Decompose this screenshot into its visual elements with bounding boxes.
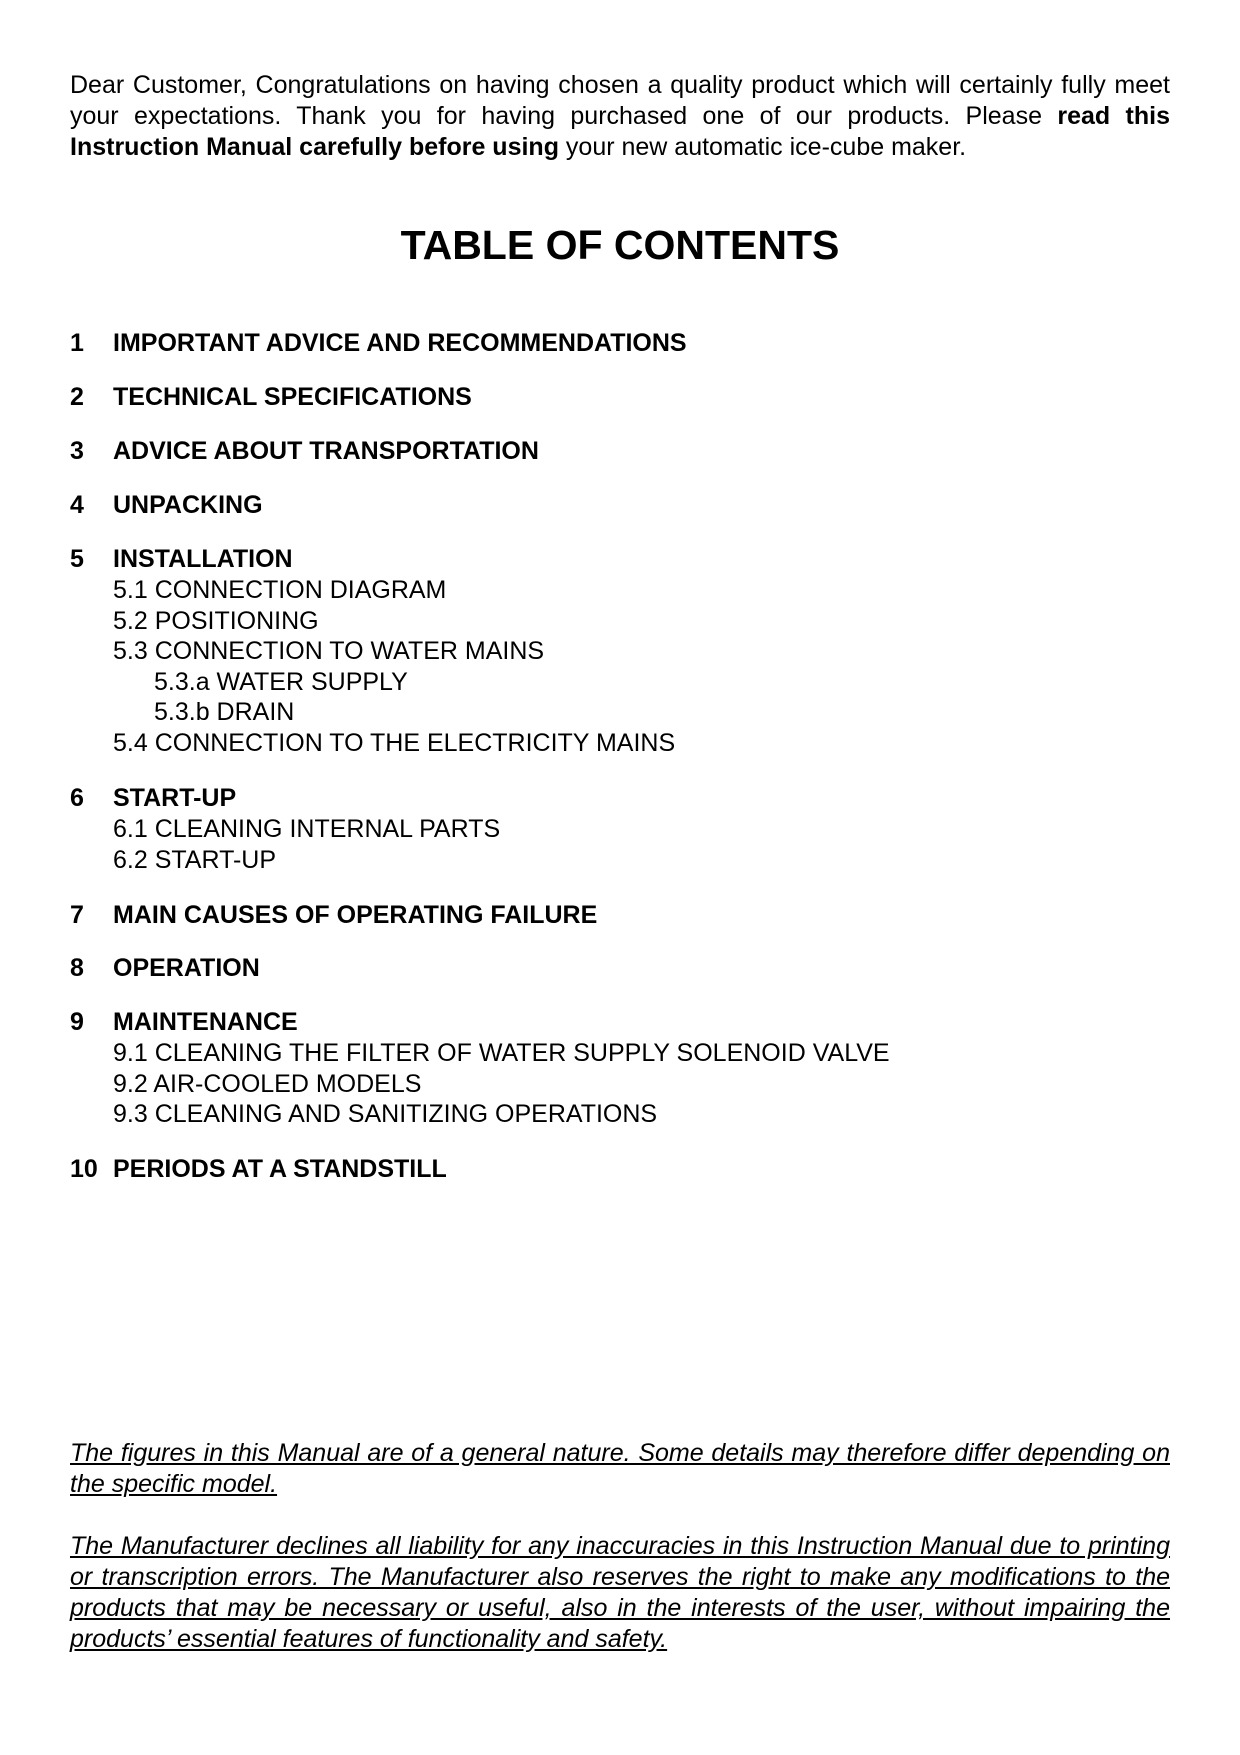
section-number: 6 xyxy=(70,784,84,812)
intro-paragraph xyxy=(70,70,1170,163)
section-number: 8 xyxy=(70,954,84,982)
section-number: 10 xyxy=(70,1155,98,1183)
toc-section-5 xyxy=(70,544,675,758)
toc-subsection: 9.2 AIR-COOLED MODELS xyxy=(113,1069,422,1098)
toc-section-6 xyxy=(70,783,500,875)
section-title: START-UP xyxy=(113,784,237,812)
toc-subsection: 5.4 CONNECTION TO THE ELECTRICITY MAINS xyxy=(113,728,676,757)
section-title: TECHNICAL SPECIFICATIONS xyxy=(113,383,472,411)
toc-subsubsection: 5.3.a WATER SUPPLY xyxy=(154,667,408,696)
section-number: 7 xyxy=(70,901,84,929)
section-title: OPERATION xyxy=(113,954,260,982)
section-title: UNPACKING xyxy=(113,491,263,519)
toc-subsection: 5.1 CONNECTION DIAGRAM xyxy=(113,576,447,604)
intro-bold-text: read this Instruction Manual carefully before using xyxy=(70,102,1170,161)
toc-title: TABLE OF CONTENTS xyxy=(400,222,840,268)
toc-subsection: 5.2 POSITIONING xyxy=(113,606,319,635)
disclaimer-notes xyxy=(70,1438,1170,1686)
section-number: 1 xyxy=(70,329,84,357)
section-title: IMPORTANT ADVICE AND RECOMMENDATIONS xyxy=(113,329,687,357)
intro-text: Dear Customer, Congratulations on having chosen a quality product which will certainly fully meet your expectations. Thank you for having purchased one of our products. Please xyxy=(70,71,1170,130)
section-title: INSTALLATION xyxy=(113,545,293,573)
section-number: 5 xyxy=(70,545,84,573)
toc-subsection: 6.2 START-UP xyxy=(113,845,277,874)
section-number: 9 xyxy=(70,1008,84,1036)
manual-page xyxy=(70,70,1170,1653)
section-title: ADVICE ABOUT TRANSPORTATION xyxy=(113,437,539,465)
section-number: 3 xyxy=(70,437,84,465)
toc-section-9 xyxy=(70,1007,890,1130)
section-title: PERIODS AT A STANDSTILL xyxy=(113,1155,447,1183)
section-number: 4 xyxy=(70,491,84,519)
toc-subsection: 9.1 CLEANING THE FILTER OF WATER SUPPLY SOLENOID VALVE xyxy=(113,1039,890,1067)
toc-subsection: 9.3 CLEANING AND SANITIZING OPERATIONS xyxy=(113,1100,658,1128)
section-number: 2 xyxy=(70,383,84,411)
section-title: MAINTENANCE xyxy=(113,1008,298,1036)
toc-subsection: 5.3 CONNECTION TO WATER MAINS xyxy=(113,637,545,665)
section-title: MAIN CAUSES OF OPERATING FAILURE xyxy=(113,901,598,929)
toc-subsection: 6.1 CLEANING INTERNAL PARTS xyxy=(113,815,501,843)
intro-text-end: your new automatic ice-cube maker. xyxy=(558,133,967,161)
toc-subsubsection: 5.3.b DRAIN xyxy=(154,698,295,726)
liability-disclaimer: The Manufacturer declines all liability for any inaccuracies in this Instruction Manual due to printing or transcription errors. The Manufacturer also reserves the right to make any modifications to the products that may be necessary or useful, also in the interests of the user, without impairing the products’ essential features of functionality and safety. xyxy=(70,1532,1170,1653)
figures-disclaimer: The figures in this Manual are of a general nature. Some details may therefore differ depending on the specific model. xyxy=(70,1439,1170,1498)
